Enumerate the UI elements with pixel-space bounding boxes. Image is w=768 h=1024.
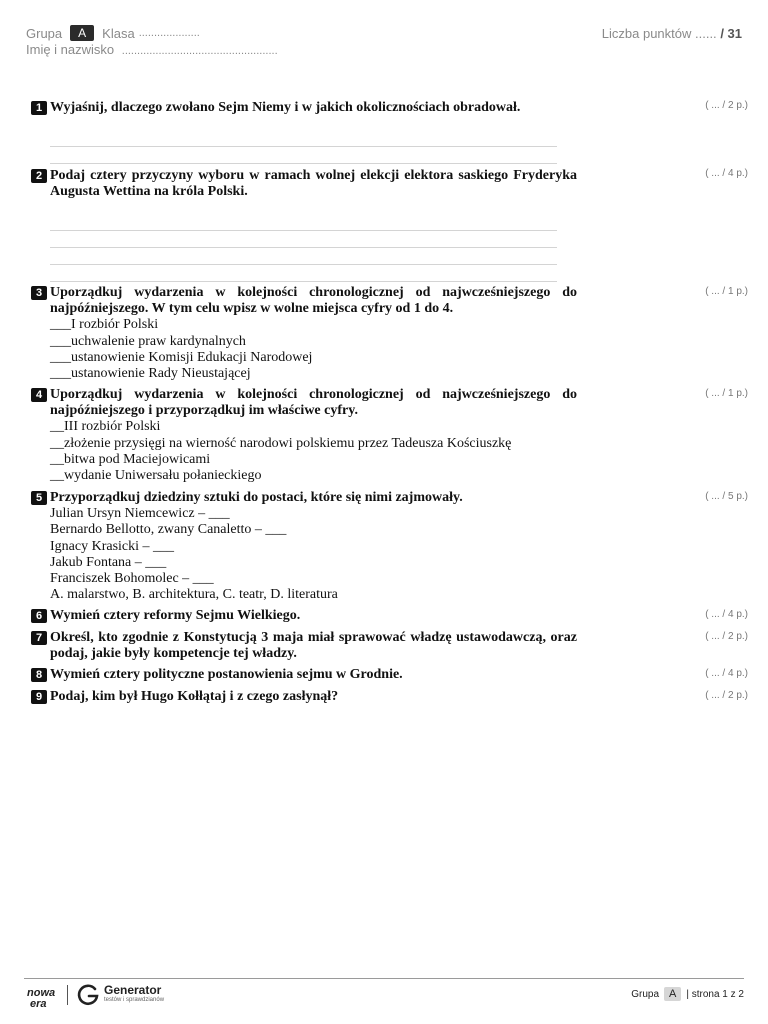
svg-text:era: era bbox=[30, 998, 47, 1009]
question-8 bbox=[31, 667, 577, 683]
question-1-points: ( ... / 2 p.) bbox=[705, 100, 748, 111]
name-label: Imię i nazwisko bbox=[26, 42, 115, 57]
question-number: 9 bbox=[31, 690, 47, 704]
list-item: ___I rozbiór Polski bbox=[50, 317, 159, 333]
question-title: Wyjaśnij, dlaczego zwołano Sejm Niemy i w jakich okolicznościach obradował. bbox=[50, 100, 521, 115]
question-title: Podaj cztery przyczyny wyboru w ramach wolnej elekcji elektora saskiego Fryderyka Augusta Wettina na króla Polski. bbox=[50, 168, 577, 200]
question-title: Wymień cztery polityczne postanowienia sejmu w Grodnie. bbox=[50, 667, 403, 682]
answer-line[interactable] bbox=[50, 163, 557, 164]
question-8-points: ( ... / 4 p.) bbox=[705, 668, 748, 679]
question-3-points: ( ... / 1 p.) bbox=[705, 286, 748, 297]
question-6-points: ( ... / 4 p.) bbox=[705, 609, 748, 620]
question-7 bbox=[31, 630, 577, 662]
points-total: / 31 bbox=[720, 25, 742, 41]
question-title: Uporządkuj wydarzenia w kolejności chronologicznej od najwcześniejszego do najpóźniejszego. W tym celu wpisz w wolne miejsca cyfry od 1 do 4. bbox=[50, 285, 577, 317]
page-header bbox=[26, 24, 742, 58]
generator-logo-icon bbox=[76, 983, 100, 1007]
question-number: 5 bbox=[31, 491, 47, 505]
list-item: Ignacy Krasicki – ___ bbox=[50, 538, 175, 554]
question-title: Wymień cztery reformy Sejmu Wielkiego. bbox=[50, 608, 301, 623]
question-2-points: ( ... / 4 p.) bbox=[705, 168, 748, 179]
list-item: Bernardo Bellotto, zwany Canaletto – ___ bbox=[50, 522, 287, 538]
question-4 bbox=[31, 387, 577, 484]
points-label: Liczba punktów ...... bbox=[601, 25, 717, 41]
footer-group-badge: A bbox=[664, 987, 681, 1001]
svg-text:nowa: nowa bbox=[27, 987, 56, 999]
answer-key: A. malarstwo, B. architektura, C. teatr, D. literatura bbox=[50, 587, 338, 603]
question-5-points: ( ... / 5 p.) bbox=[705, 491, 748, 502]
question-number: 1 bbox=[31, 101, 47, 115]
name-dots: ................................................... bbox=[121, 45, 278, 57]
page-number: | strona 1 z 2 bbox=[686, 988, 744, 1000]
list-item: Julian Ursyn Niemcewicz – ___ bbox=[50, 506, 230, 522]
group-badge: A bbox=[70, 25, 94, 41]
list-item: __III rozbiór Polski bbox=[50, 419, 161, 435]
question-number: 4 bbox=[31, 388, 47, 402]
question-title: Podaj, kim był Hugo Kołłątaj i z czego zasłynął? bbox=[50, 689, 339, 704]
list-item: __bitwa pod Maciejowicami bbox=[50, 451, 211, 467]
question-3 bbox=[31, 285, 577, 382]
question-6 bbox=[31, 608, 577, 624]
question-9-points: ( ... / 2 p.) bbox=[705, 690, 748, 701]
question-4-points: ( ... / 1 p.) bbox=[705, 388, 748, 399]
class-label: Klasa bbox=[102, 25, 135, 41]
list-item: Jakub Fontana – ___ bbox=[50, 554, 167, 570]
question-5 bbox=[31, 490, 577, 603]
nowa-era-logo bbox=[26, 985, 62, 1009]
list-item: ___uchwalenie praw kardynalnych bbox=[50, 333, 246, 349]
answer-line[interactable] bbox=[50, 146, 557, 147]
generator-title: Generator bbox=[104, 983, 162, 997]
footer-divider bbox=[67, 985, 68, 1005]
generator-subtitle: testów i sprawdzianów bbox=[104, 997, 165, 1003]
question-2 bbox=[31, 168, 577, 200]
question-number: 6 bbox=[31, 609, 47, 623]
footer-page-info bbox=[631, 987, 744, 1001]
question-number: 8 bbox=[31, 668, 47, 682]
list-item: Franciszek Bohomolec – ___ bbox=[50, 571, 214, 587]
question-title: Określ, kto zgodnie z Konstytucją 3 maja miał sprawować władzę ustawodawczą, oraz podaj, jakie były kompetencje tej władzy. bbox=[50, 630, 577, 662]
name-row bbox=[26, 42, 742, 58]
answer-line[interactable] bbox=[50, 281, 557, 282]
answer-line[interactable] bbox=[50, 230, 557, 231]
question-title: Przyporządkuj dziedziny sztuki do postaci, które się nimi zajmowały. bbox=[50, 490, 463, 505]
points-summary bbox=[602, 26, 742, 41]
footer-group-label: Grupa bbox=[631, 988, 660, 1000]
class-dots: .................... bbox=[138, 27, 200, 39]
answer-line[interactable] bbox=[50, 247, 557, 248]
question-number: 2 bbox=[31, 169, 47, 183]
list-item: ___ustanowienie Rady Nieustającej bbox=[50, 366, 251, 382]
question-title: Uporządkuj wydarzenia w kolejności chronologicznej od najwcześniejszego do najpóźniejszego i przyporządkuj im właściwe cyfry. bbox=[50, 387, 577, 419]
question-1 bbox=[31, 100, 577, 116]
header-left bbox=[26, 25, 200, 41]
question-7-points: ( ... / 2 p.) bbox=[705, 631, 748, 642]
list-item: __wydanie Uniwersału połanieckiego bbox=[50, 468, 262, 484]
list-item: ___ustanowienie Komisji Edukacji Narodowej bbox=[50, 349, 313, 365]
page-footer bbox=[24, 978, 744, 1018]
question-9 bbox=[31, 689, 577, 705]
answer-line[interactable] bbox=[50, 264, 557, 265]
group-label: Grupa bbox=[26, 25, 63, 41]
list-item: __złożenie przysięgi na wierność narodowi polskiemu przez Tadeusza Kościuszkę bbox=[50, 435, 512, 451]
question-number: 7 bbox=[31, 631, 47, 645]
question-number: 3 bbox=[31, 286, 47, 300]
